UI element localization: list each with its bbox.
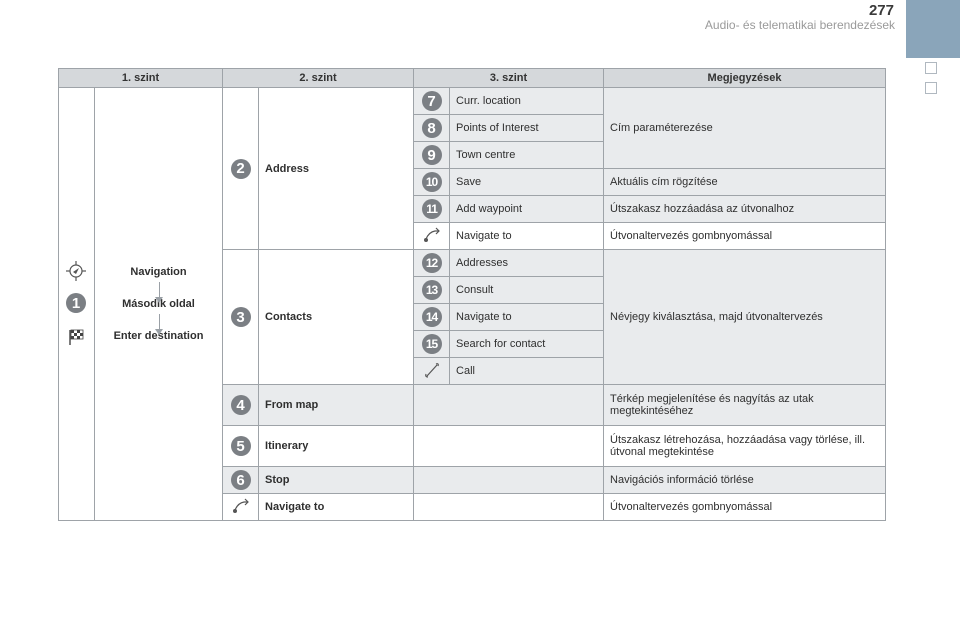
badge-cell <box>414 277 450 304</box>
badge-cell <box>414 169 450 196</box>
badge-5: 5 <box>231 436 251 456</box>
empty-cell <box>414 426 604 467</box>
gps-target-icon <box>65 260 87 282</box>
arrow-down-icon <box>159 314 160 330</box>
level1-navigation: Navigation <box>130 266 187 278</box>
badge-cell <box>223 426 259 467</box>
note-level2-navigate: Útvonaltervezés gombnyomással <box>604 494 886 521</box>
note-from-map: Térkép megjelenítése és nagyítás az utak megtekintéséhez <box>604 385 886 426</box>
section-title: Audio- és telematikai berendezések <box>704 18 895 32</box>
badge-cell <box>223 250 259 385</box>
empty-cell <box>414 494 604 521</box>
level3-add-waypoint: Add waypoint <box>450 196 604 223</box>
level1-second-page: Második oldal <box>122 298 195 310</box>
level3-call: Call <box>450 358 604 385</box>
menu-table <box>58 68 886 521</box>
bookmark-square-icon <box>925 62 937 74</box>
level1-enter-destination: Enter destination <box>113 330 204 342</box>
level3-addresses: Addresses <box>450 250 604 277</box>
level2-contacts: Contacts <box>259 250 414 385</box>
badge-1: 1 <box>66 293 86 313</box>
note-navigate-to: Útvonaltervezés gombnyomással <box>604 223 886 250</box>
badge-15: 15 <box>422 334 442 354</box>
badge-cell <box>223 385 259 426</box>
badge-10: 10 <box>422 172 442 192</box>
col-header-level1: 1. szint <box>59 69 223 88</box>
level3-search-contact: Search for contact <box>450 331 604 358</box>
level3-contact-navigate: Navigate to <box>450 304 604 331</box>
checkered-flag-icon <box>67 328 87 346</box>
level3-consult: Consult <box>450 277 604 304</box>
level2-from-map: From map <box>259 385 414 426</box>
table-header-row <box>59 69 886 88</box>
badge-11: 11 <box>422 199 442 219</box>
note-add-waypoint: Útszakasz hozzáadása az útvonalhoz <box>604 196 886 223</box>
bookmark-square-icon <box>925 82 937 94</box>
badge-cell <box>414 115 450 142</box>
badge-8: 8 <box>422 118 442 138</box>
navigate-icon <box>423 227 441 243</box>
badge-2: 2 <box>231 159 251 179</box>
note-itinerary: Útszakasz létrehozása, hozzáadása vagy törlése, ill. útvonal megtekintése <box>604 426 886 467</box>
badge-7: 7 <box>422 91 442 111</box>
col-header-notes: Megjegyzések <box>604 69 886 88</box>
badge-6: 6 <box>231 470 251 490</box>
badge-cell <box>414 196 450 223</box>
icon-cell <box>414 223 450 250</box>
level2-stop: Stop <box>259 467 414 494</box>
badge-3: 3 <box>231 307 251 327</box>
level3-navigate-to: Navigate to <box>450 223 604 250</box>
badge-cell <box>414 250 450 277</box>
badge-cell <box>414 142 450 169</box>
level2-itinerary: Itinerary <box>259 426 414 467</box>
badge-13: 13 <box>422 280 442 300</box>
badge-4: 4 <box>231 395 251 415</box>
badge-9: 9 <box>422 145 442 165</box>
page-number: 277 <box>868 2 894 19</box>
col-header-level3: 3. szint <box>414 69 604 88</box>
level2-address: Address <box>259 88 414 250</box>
level3-save: Save <box>450 169 604 196</box>
note-address: Cím paraméterezése <box>604 88 886 169</box>
phone-icon <box>424 362 440 378</box>
chapter-tab <box>906 0 960 58</box>
badge-12: 12 <box>422 253 442 273</box>
note-stop: Navigációs információ törlése <box>604 467 886 494</box>
level3-curr-location: Curr. location <box>450 88 604 115</box>
level2-navigate-to: Navigate to <box>259 494 414 521</box>
icon-cell <box>223 494 259 521</box>
icon-cell <box>414 358 450 385</box>
level1-label-cell <box>95 88 223 521</box>
badge-14: 14 <box>422 307 442 327</box>
level3-town-centre: Town centre <box>450 142 604 169</box>
note-save: Aktuális cím rögzítése <box>604 169 886 196</box>
badge-cell <box>414 304 450 331</box>
badge-cell <box>414 331 450 358</box>
empty-cell <box>414 385 604 426</box>
table-row <box>59 88 886 115</box>
level3-poi: Points of Interest <box>450 115 604 142</box>
arrow-down-icon <box>159 282 160 298</box>
col-header-level2: 2. szint <box>223 69 414 88</box>
level1-icon-cell <box>59 88 95 521</box>
badge-cell <box>414 88 450 115</box>
note-contacts: Névjegy kiválasztása, majd útvonaltervezés <box>604 250 886 385</box>
navigate-icon <box>232 498 250 514</box>
badge-cell <box>223 467 259 494</box>
empty-cell <box>414 467 604 494</box>
badge-cell <box>223 88 259 250</box>
